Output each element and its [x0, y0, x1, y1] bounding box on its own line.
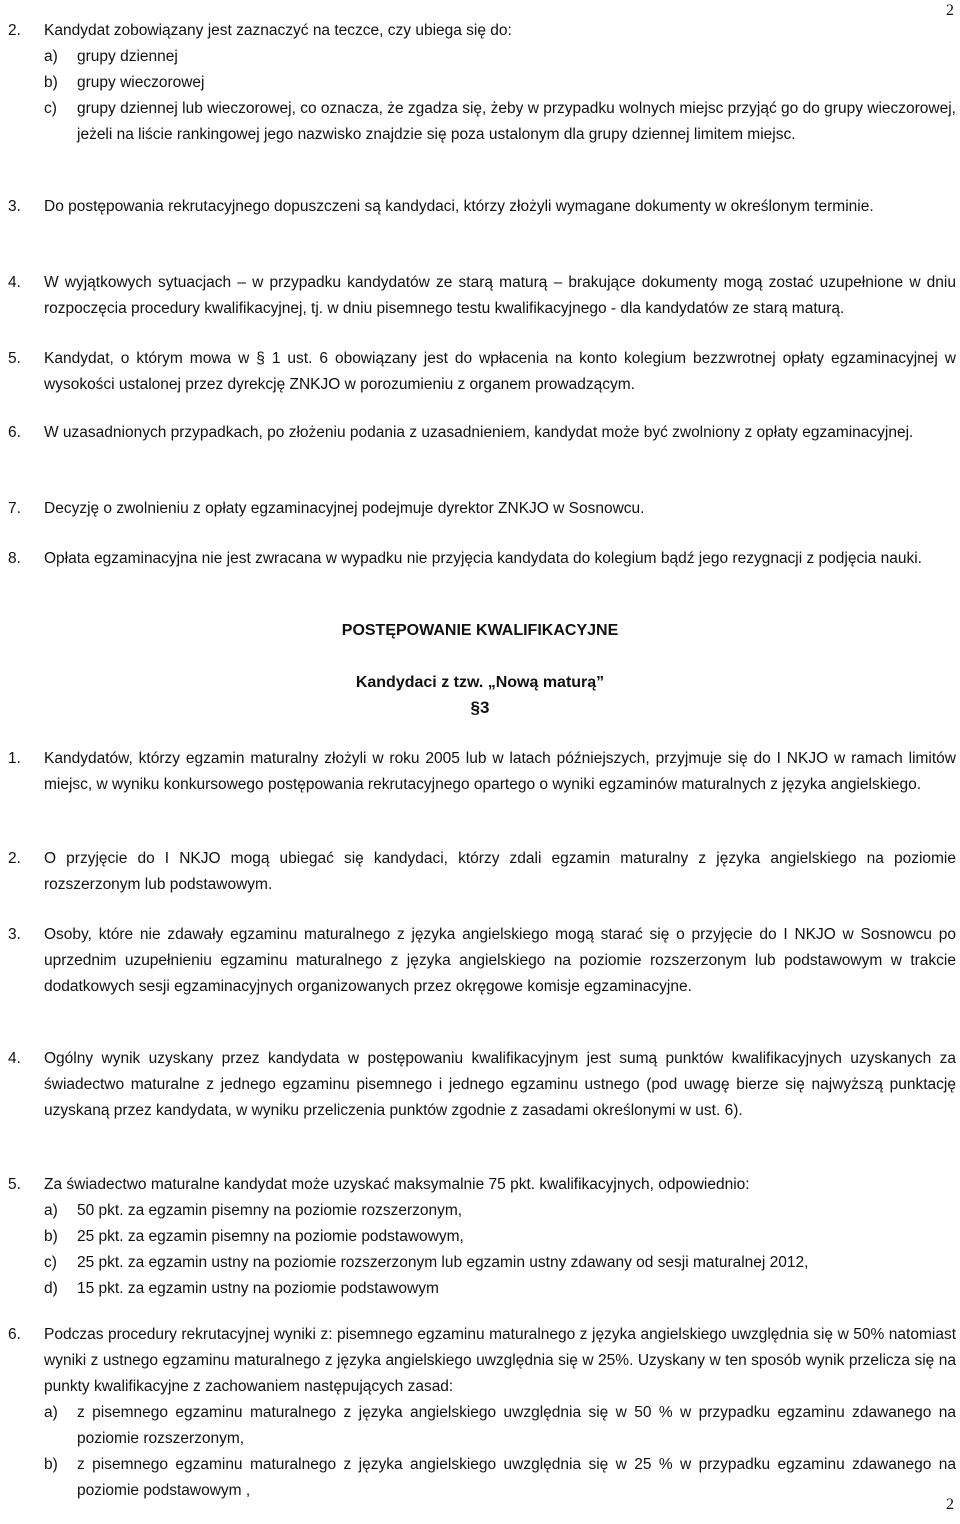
item-number: 2.	[8, 850, 21, 867]
list-item-3	[8, 922, 956, 1000]
sub-item-c: c) grupy dziennej lub wieczorowej, co oznacza, że zgadza się, żeby w przypadku wolnych miejsc przyjąć go do grupy wieczorowej, jeżeli na liście rankingowej jego nazwisko znajdzie się poza ustalonym dla grupy dziennej limitem miejsc.	[44, 100, 956, 143]
item-number: 8.	[8, 550, 21, 567]
item-text: Ogólny wynik uzyskany przez kandydata w postępowaniu kwalifikacyjnym jest sumą punktów kwalifikacyjnych uzyskanych za świadectwo maturalne z jednego egzaminu pisemnego i jednego egzaminu ustnego (pod uwagę bierze się najwyższą punktację uzyskaną przez kandydata, w wyniku przeliczenia punktów zgodnie z zasadami określonymi w ust. 6).	[44, 1050, 956, 1119]
list-item-6	[8, 420, 956, 446]
sub-item-b: b) grupy wieczorowej	[44, 74, 205, 91]
section-heading: POSTĘPOWANIE KWALIFIKACYJNE	[341, 622, 619, 639]
item-number: 5.	[8, 1176, 21, 1193]
item-number: 5.	[8, 350, 21, 367]
list-item-4	[8, 270, 956, 322]
item-text: O przyjęcie do I NKJO mogą ubiegać się kandydaci, którzy zdali egzamin maturalny z języka angielskiego na poziomie rozszerzonym lub podstawowym.	[44, 850, 956, 893]
item-number: 6.	[8, 1326, 21, 1343]
sub-item-a: a) z pisemnego egzaminu maturalnego z języka angielskiego uwzględnia się w 50 % w przypadku egzaminu zdawanego na poziomie rozszerzonym,	[44, 1404, 956, 1447]
sub-item-b: b) z pisemnego egzaminu maturalnego z języka angielskiego uwzględnia się w 25 % w przypadku egzaminu zdawanego na poziomie podstawowym ,	[44, 1456, 956, 1499]
sub-heading: Kandydaci z tzw. „Nową maturą”	[355, 674, 605, 691]
item-number: 3.	[8, 198, 21, 215]
item-text: W wyjątkowych sytuacjach – w przypadku kandydatów ze starą maturą – brakujące dokumenty mogą zostać uzupełnione w dniu rozpoczęcia procedury kwalifikacyjnej, tj. w dniu pisemnego testu kwalifikacyjnego - dla kandydatów ze starą maturą.	[44, 274, 956, 317]
item-text: Opłata egzaminacyjna nie jest zwracana w wypadku nie przyjęcia kandydata do kolegium bądź jego rezygnacji z podjęcia nauki.	[44, 550, 922, 567]
item-text: Kandydat zobowiązany jest zaznaczyć na teczce, czy ubiega się do:	[44, 22, 512, 39]
list-item-2	[8, 18, 956, 148]
item-text: Kandydatów, którzy egzamin maturalny złożyli w roku 2005 lub w latach późniejszych, przyjmuje się do I NKJO w ramach limitów miejsc, w wyniku konkursowego postępowania rekrutacyjnego opartego o wyniki egzaminów maturalnych z języka angielskiego.	[44, 750, 956, 793]
item-number: 4.	[8, 1050, 21, 1067]
item-text: W uzasadnionych przypadkach, po złożeniu podania z uzasadnieniem, kandydat może być zwolniony z opłaty egzaminacyjnej.	[44, 424, 914, 441]
sub-item-a: a) 50 pkt. za egzamin pisemny na poziomie rozszerzonym,	[44, 1202, 463, 1219]
list-item-5	[8, 346, 956, 398]
item-number: 1.	[8, 750, 21, 767]
section-number: §3	[470, 698, 490, 717]
page-number-top: 2	[946, 2, 954, 19]
list-item-5	[8, 1172, 956, 1302]
item-text: Za świadectwo maturalne kandydat może uzyskać maksymalnie 75 pkt. kwalifikacyjnych, odpowiednio:	[44, 1176, 750, 1193]
item-number: 7.	[8, 500, 21, 517]
list-item-8	[8, 546, 956, 572]
item-text: Decyzję o zwolnieniu z opłaty egzaminacyjnej podejmuje dyrektor ZNKJO w Sosnowcu.	[44, 500, 645, 517]
page-number-bottom: 2	[946, 1496, 954, 1513]
item-text: Podczas procedury rekrutacyjnej wyniki z: pisemnego egzaminu maturalnego z języka angielskiego uwzględnia się w 50% natomiast wyniki z ustnego egzaminu maturalnego z języka angielskiego uwzględnia się w 25%. Uzyskany w ten sposób wynik przelicza się na punkty kwalifikacyjne z zachowaniem następujących zasad:	[44, 1326, 956, 1395]
sub-item-a: a) grupy dziennej	[44, 48, 178, 65]
list-item-3	[8, 194, 956, 220]
item-number: 3.	[8, 926, 21, 943]
list-item-1	[8, 746, 956, 798]
item-number: 6.	[8, 424, 21, 441]
list-item-6	[8, 1322, 956, 1504]
sub-item-c: c) 25 pkt. za egzamin ustny na poziomie rozszerzonym lub egzamin ustny zdawany od sesji maturalnej 2012,	[44, 1254, 809, 1271]
list-item-2	[8, 846, 956, 898]
item-text: Osoby, które nie zdawały egzaminu maturalnego z języka angielskiego mogą starać się o przyjęcie do I NKJO w Sosnowcu po uprzednim uzupełnieniu egzaminu maturalnego z języka angielskiego na poziomie rozszerzonym lub podstawowym w trakcie dodatkowych sesji egzaminacyjnych organizowanych przez okręgowe komisje egzaminacyjne.	[44, 926, 956, 995]
sub-item-d: d) 15 pkt. za egzamin ustny na poziomie podstawowym	[44, 1280, 439, 1297]
sub-item-b: b) 25 pkt. za egzamin pisemny na poziomie podstawowym,	[44, 1228, 464, 1245]
list-item-7	[8, 496, 956, 522]
item-number: 2.	[8, 22, 21, 39]
item-text: Do postępowania rekrutacyjnego dopuszczeni są kandydaci, którzy złożyli wymagane dokumenty w określonym terminie.	[44, 198, 874, 215]
item-text: Kandydat, o którym mowa w § 1 ust. 6 obowiązany jest do wpłacenia na konto kolegium bezzwrotnej opłaty egzaminacyjnej w wysokości ustalonej przez dyrekcję ZNKJO w porozumieniu z organem prowadzącym.	[44, 350, 956, 393]
item-number: 4.	[8, 274, 21, 291]
list-item-4	[8, 1046, 956, 1124]
